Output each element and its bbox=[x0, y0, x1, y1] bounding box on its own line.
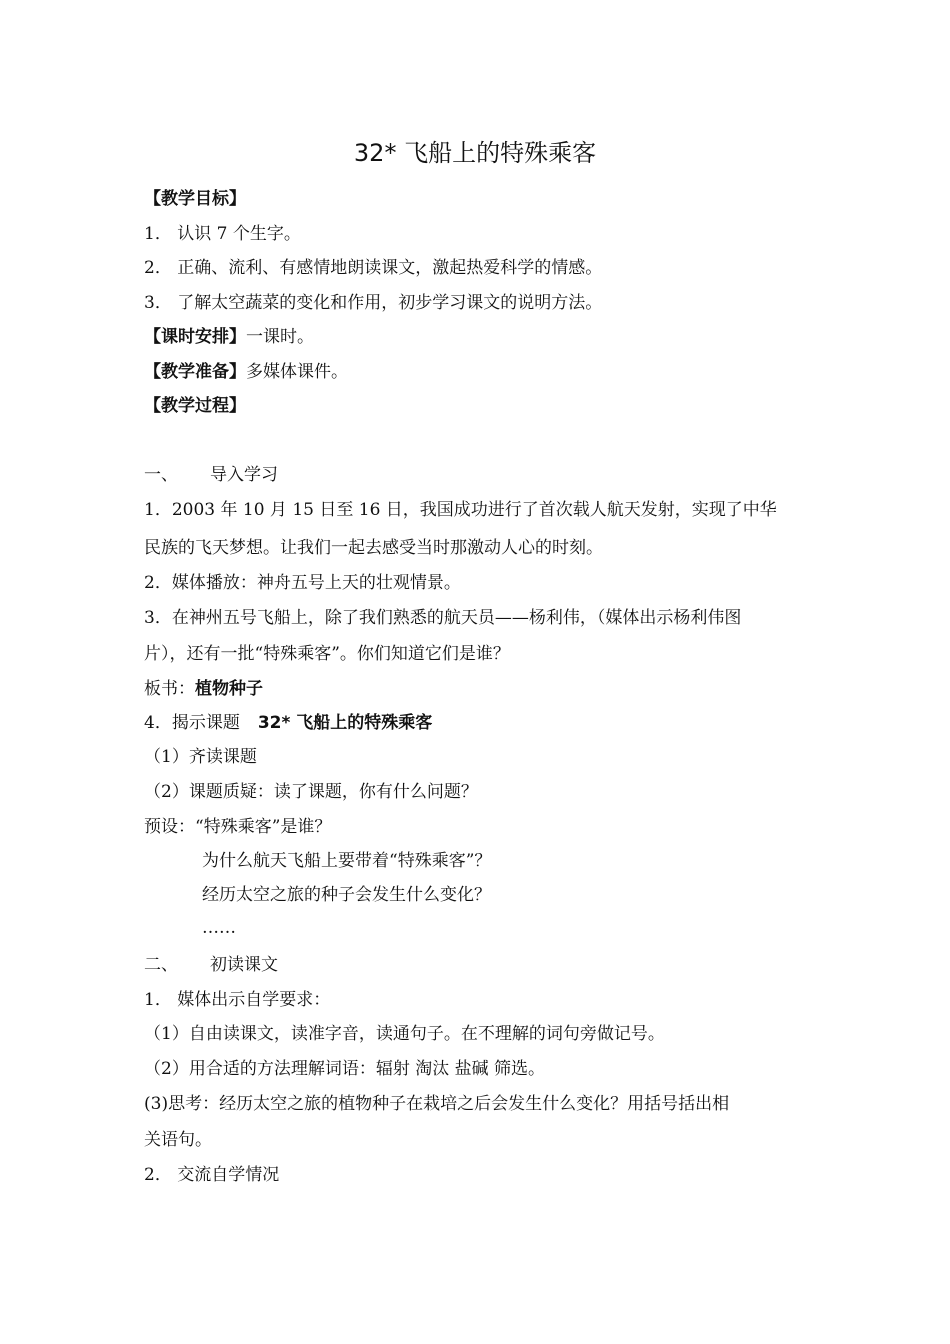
section-title: 初读课文 bbox=[210, 955, 278, 975]
prep-heading: 【教学准备】 bbox=[144, 362, 246, 382]
objective-item: 1． 认识 7 个生字。 bbox=[144, 224, 301, 244]
section-number: 一、 bbox=[144, 465, 178, 485]
schedule-heading: 【课时安排】 bbox=[144, 327, 246, 347]
reveal-title: 32* 飞船上的特殊乘客 bbox=[257, 713, 433, 733]
paragraph-line: 3．在神州五号飞船上，除了我们熟悉的航天员——杨利伟，（媒体出示杨利伟图 bbox=[144, 608, 742, 628]
objective-item: 2． 正确、流利、有感情地朗读课文，激起热爱科学的情感。 bbox=[144, 258, 603, 278]
paragraph-line: 片），还有一批“特殊乘客”。你们知道它们是谁？ bbox=[144, 644, 510, 664]
board-line bbox=[144, 678, 263, 700]
paragraph-line: 2．媒体播放：神舟五号上天的壮观情景。 bbox=[144, 573, 461, 593]
preset-line: 预设：“特殊乘客”是谁？ bbox=[144, 817, 332, 837]
board-text: 植物种子 bbox=[195, 679, 263, 699]
section-title: 导入学习 bbox=[210, 465, 278, 485]
schedule-line bbox=[144, 326, 314, 348]
prep-line bbox=[144, 361, 348, 383]
question-line: （2）课题质疑：读了课题，你有什么问题？ bbox=[144, 782, 478, 802]
question-line: （1）齐读课题 bbox=[144, 747, 257, 767]
requirement-line: （1）自由读课文，读准字音，读通句子。在不理解的词句旁做记号。 bbox=[144, 1024, 665, 1044]
paragraph-line: 1． 媒体出示自学要求： bbox=[144, 990, 331, 1010]
requirement-line: 关语句。 bbox=[144, 1130, 212, 1150]
process-heading: 【教学过程】 bbox=[144, 396, 246, 416]
section-heading bbox=[144, 954, 278, 976]
objective-item: 3． 了解太空蔬菜的变化和作用，初步学习课文的说明方法。 bbox=[144, 293, 603, 313]
paragraph-line: 1．2003 年 10 月 15 日至 16 日，我国成功进行了首次载人航天发射，实现了中华 bbox=[144, 500, 777, 520]
page-title: 32* 飞船上的特殊乘客 bbox=[353, 139, 597, 167]
ellipsis: …… bbox=[202, 918, 236, 938]
reveal-label: 4．揭示课题 bbox=[144, 713, 240, 733]
reveal-title-line bbox=[144, 712, 432, 734]
section-number: 二、 bbox=[144, 955, 178, 975]
board-label: 板书： bbox=[144, 679, 195, 699]
paragraph-line: 民族的飞天梦想。让我们一起去感受当时那激动人心的时刻。 bbox=[144, 538, 603, 558]
preset-line: 经历太空之旅的种子会发生什么变化？ bbox=[202, 885, 491, 905]
requirement-line: （2）用合适的方法理解词语：辐射 淘汰 盐碱 筛选。 bbox=[144, 1059, 546, 1079]
preset-line: 为什么航天飞船上要带着“特殊乘客”？ bbox=[202, 851, 492, 871]
prep-text: 多媒体课件。 bbox=[246, 362, 348, 382]
section-heading bbox=[144, 464, 278, 486]
requirement-line: (3)思考：经历太空之旅的植物种子在栽培之后会发生什么变化？用括号括出相 bbox=[144, 1094, 730, 1114]
schedule-text: 一课时。 bbox=[246, 327, 314, 347]
paragraph-line: 2． 交流自学情况 bbox=[144, 1165, 280, 1185]
objectives-heading: 【教学目标】 bbox=[144, 189, 246, 209]
